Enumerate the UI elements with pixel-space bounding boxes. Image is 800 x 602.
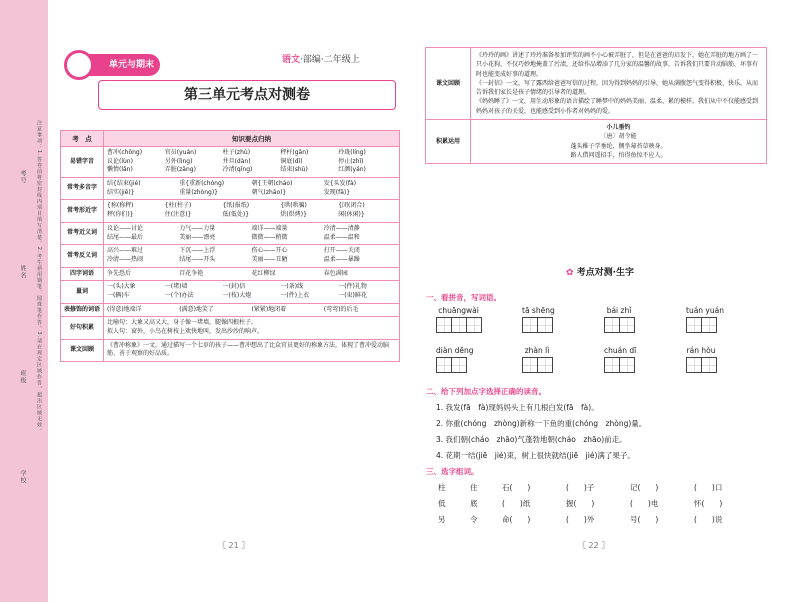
blank[interactable]: 石( ) <box>502 483 531 492</box>
pinyin-label: diàn dēng <box>436 346 474 355</box>
table-row <box>61 147 400 178</box>
measure-word-cells <box>107 283 396 300</box>
cell: 一(条)线 <box>280 283 304 291</box>
choice-char: 另 <box>438 515 446 524</box>
cell: 住(注意)} <box>164 211 192 219</box>
question-2-title: 二、给下列加点字选择正确的读音。 <box>426 387 546 396</box>
cell: 美丽——漂亮 <box>179 233 216 241</box>
question-line[interactable]: 2. 你重(chóng zhòng)新称一下鱼的重(chóng zhòng)量。 <box>436 419 647 428</box>
pinyin-grid <box>436 306 481 333</box>
page-number-right: 〖 22 〗 <box>578 541 610 550</box>
cell: 端详——端量 <box>251 224 288 232</box>
pinyin-grid <box>604 306 634 333</box>
cell: {纸(报纸) <box>222 202 250 210</box>
row-category: 常考形近字 <box>61 200 104 222</box>
pinyin-grid <box>522 346 552 373</box>
blank[interactable]: 记( ) <box>630 483 659 492</box>
class-label: 班级 <box>19 370 26 384</box>
section-heading <box>540 263 660 283</box>
table-row <box>61 303 400 317</box>
cell: 争先恐后 <box>107 269 132 277</box>
review-paragraph: 《一封信》一文，写了露西给爸爸写信的过程，因为得到妈妈的引导，她从满腹怨气变得积极、快乐，从而告诉我们家长是孩子情绪的引导者的道理。 <box>476 79 759 97</box>
cell: 伤心——开心 <box>251 247 288 255</box>
modifier-cells <box>107 306 396 315</box>
cell: 春色满园 <box>323 269 348 277</box>
subject-edition: ·部编·二年级上 <box>300 55 360 65</box>
cell: 一(件)上衣 <box>280 291 310 299</box>
pinyin-grid <box>604 346 636 373</box>
unit-badge: 单元与期末 <box>70 54 160 76</box>
cell: 高兴——难过 <box>107 247 144 255</box>
cell: 朝气(zhāo)} <box>251 188 287 196</box>
pinyin-label: tā shēng <box>522 306 555 315</box>
writing-boxes[interactable] <box>436 317 481 333</box>
pinyin-grid <box>522 306 555 333</box>
pinyin-label: rán hòu <box>686 346 716 355</box>
cell: 冷清——清静 <box>323 224 360 232</box>
antonym-cells <box>107 247 396 264</box>
cell: 秤(你们)} <box>107 211 134 219</box>
pinyin-grid <box>686 346 716 373</box>
row-category: 表修饰的词语 <box>61 303 104 317</box>
cell: 井旦(dàn) <box>222 157 251 165</box>
writing-boxes[interactable] <box>522 357 552 373</box>
pinyin-grid <box>436 346 473 373</box>
poem-author: 〔唐〕胡令能 <box>600 133 637 141</box>
table-row <box>61 281 400 303</box>
row-category: 课文回顾 <box>426 48 471 120</box>
writing-boxes[interactable] <box>686 357 716 373</box>
poem-line: 路人借问遥招手，怕得鱼惊不应人。 <box>570 151 667 159</box>
row-category: 课文回顾 <box>61 339 104 361</box>
cell: 议论(lùn) <box>107 157 133 165</box>
cell: 铜底(dǐ) <box>280 157 303 165</box>
blank[interactable]: ( )说 <box>694 515 723 524</box>
cell: 闲(休闲)} <box>338 211 365 219</box>
cell: 冷清(qīng) <box>222 166 253 174</box>
sentence-line: 拟人句：窗外，小鸟在树枝上欢快地叫，发出沙沙的响声。 <box>107 328 264 335</box>
cell: 一(封)信 <box>222 283 246 291</box>
school-label: 学校 <box>19 470 26 484</box>
review-paragraph: 《妈妈睡了》一文，用生动形象的语言描绘了睡梦中的妈妈美丽、温柔、累的模样。我们从中不仅能感受到妈妈对孩子的关爱，也能感受到小作者对妈妈的爱。 <box>476 98 759 115</box>
cell: 官员(yuán) <box>164 149 197 156</box>
choice-char: 柱 <box>438 483 446 492</box>
instructions: 注意事项：1.答卷前将密封线内项目填写清楚。2.考生须用钢笔、圆珠笔作答。3.请在规定区域作答，超出区域无效。 <box>36 120 42 435</box>
cell: 低(低处)} <box>222 211 250 219</box>
cell: {称(称秤) <box>107 202 134 210</box>
section-title: 考点对测·生字 <box>576 268 635 278</box>
table-row <box>61 317 400 339</box>
table-row <box>61 222 400 244</box>
word-choice-row <box>438 482 758 493</box>
row-category: 易错字音 <box>61 147 104 178</box>
row-category: 量词 <box>61 281 104 303</box>
question-3-title: 三、选字组词。 <box>426 467 479 476</box>
cell: 打开——关闭 <box>323 247 360 255</box>
blank[interactable]: ( )口 <box>694 483 723 492</box>
row-category: 常考近义词 <box>61 222 104 244</box>
cell: 结{结束(jié) <box>107 180 141 188</box>
writing-boxes[interactable] <box>686 317 724 333</box>
cell: 温柔——温和 <box>323 233 360 241</box>
blank[interactable]: ( )子 <box>566 483 595 492</box>
cell: 冷清——热闹 <box>107 255 144 263</box>
review-text: 《曹冲称象》一文，通过描写一个七岁的孩子——曹冲想出了比众官员更好的称象方法，体现了曹冲爱动脑筋、善于观察的好品质。 <box>104 339 400 361</box>
cell: 一(束)鲜花 <box>338 291 367 299</box>
table-row <box>426 120 767 164</box>
writing-boxes[interactable] <box>604 357 636 373</box>
cell: 重{重新(chóng) <box>179 180 225 188</box>
sentence-line: 比喻句：大象又高又大，身子像一堵墙，腿像四根柱子。 <box>107 319 258 327</box>
cell: 结实(jiē)} <box>107 188 135 196</box>
cell: 烘(烘烤)} <box>280 211 307 219</box>
table-row <box>61 200 400 222</box>
question-line[interactable]: 1. 我发(fā fà)现妈妈头上有几根白发(fā fà)。 <box>436 403 599 412</box>
pinyin-label: zhàn lì <box>524 346 550 355</box>
cell: (得意)地端详 <box>107 305 142 313</box>
cell: 议论——讨论 <box>107 224 144 232</box>
pinyin-label: bái zhǐ <box>606 306 632 315</box>
cell: 红颜(yán) <box>338 166 366 174</box>
cell: 百花争艳 <box>179 269 204 277</box>
knowledge-table <box>60 130 400 362</box>
choice-char: 低 <box>438 499 446 508</box>
cell: 重量(zhòng)} <box>179 188 218 196</box>
similar-char-cells <box>107 202 396 219</box>
pronunciation-cells <box>107 149 396 175</box>
cell: 一(个)办法 <box>164 291 194 299</box>
row-category: 常考反义词 <box>61 245 104 267</box>
blank[interactable]: 怀( ) <box>694 499 723 508</box>
question-line[interactable]: 4. 花期一结(jiē jié)束，树上很快就结(jiē jié)满了果子。 <box>436 451 635 460</box>
exam-no-label: 考号 <box>19 170 26 184</box>
blank[interactable]: 号( ) <box>630 515 659 524</box>
cell: (满意)地笑了 <box>179 305 214 313</box>
cell: {闭(闭合) <box>338 202 365 210</box>
cell: 花红柳绿 <box>251 269 276 277</box>
cell: 美丽——丑陋 <box>251 255 288 263</box>
question-1-title: 一、看拼音，写词语。 <box>426 293 501 302</box>
cell: 一(件)礼物 <box>338 283 367 291</box>
cell: 另外(lìng) <box>164 157 193 165</box>
poem <box>471 120 767 164</box>
cell: 一(头)大象 <box>107 283 136 291</box>
table-row <box>61 245 400 267</box>
cell: 结束(shù) <box>280 166 308 174</box>
pinyin-grid <box>686 306 724 333</box>
blank[interactable]: ( )纸 <box>502 499 531 508</box>
cell: 柱子(zhù) <box>222 149 251 156</box>
review-table <box>425 47 767 164</box>
table-row <box>61 267 400 281</box>
cell: 一(辆)车 <box>107 291 130 299</box>
pinyin-label: chuán dī <box>604 346 637 355</box>
cell: 玲珑(líng) <box>338 149 366 156</box>
synonym-cells <box>107 225 396 242</box>
col-header-summary: 知识要点归纳 <box>104 131 400 147</box>
choice-char: 住 <box>470 483 478 492</box>
cell: 结尾——开头 <box>179 255 216 263</box>
subject-name: 语文 <box>282 55 301 65</box>
page-number-left: 〖 21 〗 <box>218 541 250 550</box>
row-category: 常考多音字 <box>61 178 104 200</box>
poem-title: 小儿垂钓 <box>606 124 631 132</box>
name-label: 姓名 <box>19 265 26 279</box>
cell: 一(堵)墙 <box>164 283 188 291</box>
cell: 下沉——上浮 <box>179 247 216 255</box>
table-row <box>61 339 400 361</box>
page-title: 第三单元考点对测卷 <box>98 80 396 110</box>
cell: 结尾——最后 <box>107 233 144 241</box>
question-line[interactable]: 3. 我们朝(cháo zhāo)气蓬勃地朝(cháo zhāo)前走。 <box>436 435 627 444</box>
blank[interactable]: 命( ) <box>502 515 531 524</box>
cell: 曹冲(chōng) <box>107 149 143 156</box>
blank[interactable]: ( )外 <box>566 515 595 524</box>
choice-char: 令 <box>470 515 478 524</box>
cell: 一(枝)大炮 <box>222 291 252 299</box>
choice-char: 底 <box>470 499 478 508</box>
cell: 发现(fā)} <box>323 188 351 196</box>
cell: 停止(zhǐ) <box>338 157 364 165</box>
row-category: 好句积累 <box>61 317 104 339</box>
table-row <box>426 48 767 120</box>
row-category: 四字词语 <box>61 267 104 281</box>
binding-margin <box>0 0 48 602</box>
word-choice-row <box>438 498 758 509</box>
col-header-point: 考 点 <box>61 131 104 147</box>
idiom-cells <box>107 270 396 279</box>
cell: 温柔——暴躁 <box>323 255 360 263</box>
pinyin-label: chuāngwài <box>438 306 479 315</box>
blank[interactable]: ( )电 <box>630 499 659 508</box>
review-paragraph: 《玲玲的画》讲述了玲玲准备参加评奖的画不小心被弄脏了，但是在爸爸的启发下，她在弄脏的地方画了一只小花狗，不仅巧妙地掩盖了污渍，还给作品增添了几分家的温馨的故事，告诉我们只要肯动脑筋，坏事有时也能变成好事的道理。 <box>476 52 759 78</box>
row-category: 积累运用 <box>426 120 471 164</box>
cell: {哄(哄骗) <box>280 202 307 210</box>
cell: 微微——稍微 <box>251 233 288 241</box>
cell: 朝{王朝(cháo) <box>251 180 293 188</box>
cell: 发{头发(fà) <box>323 180 357 188</box>
cell: 秤杆(gǎn) <box>280 149 309 156</box>
blank[interactable]: 握( ) <box>566 499 595 508</box>
pinyin-label: tuán yuán <box>686 306 724 315</box>
word-choice-row <box>438 514 758 525</box>
writing-boxes[interactable] <box>522 317 555 333</box>
cell: 懒惰(lǎn) <box>107 166 133 174</box>
subject-label <box>282 52 360 65</box>
cell: (弯弯)的后毛 <box>323 305 359 313</box>
writing-boxes[interactable] <box>604 317 634 333</box>
writing-boxes[interactable] <box>436 357 473 373</box>
polyphone-cells <box>107 180 396 197</box>
cell: (紧紧)地闭着 <box>251 305 287 313</box>
cell: {柱(柱子) <box>164 202 192 210</box>
table-row <box>61 178 400 200</box>
flower-icon: ✿ <box>565 268 574 278</box>
poem-line: 蓬头稚子学垂纶，侧坐莓苔草映身。 <box>570 142 667 150</box>
cell: 力气——力量 <box>179 224 216 232</box>
cell: 弄脏(zāng) <box>164 166 196 174</box>
clock-icon <box>64 50 94 80</box>
